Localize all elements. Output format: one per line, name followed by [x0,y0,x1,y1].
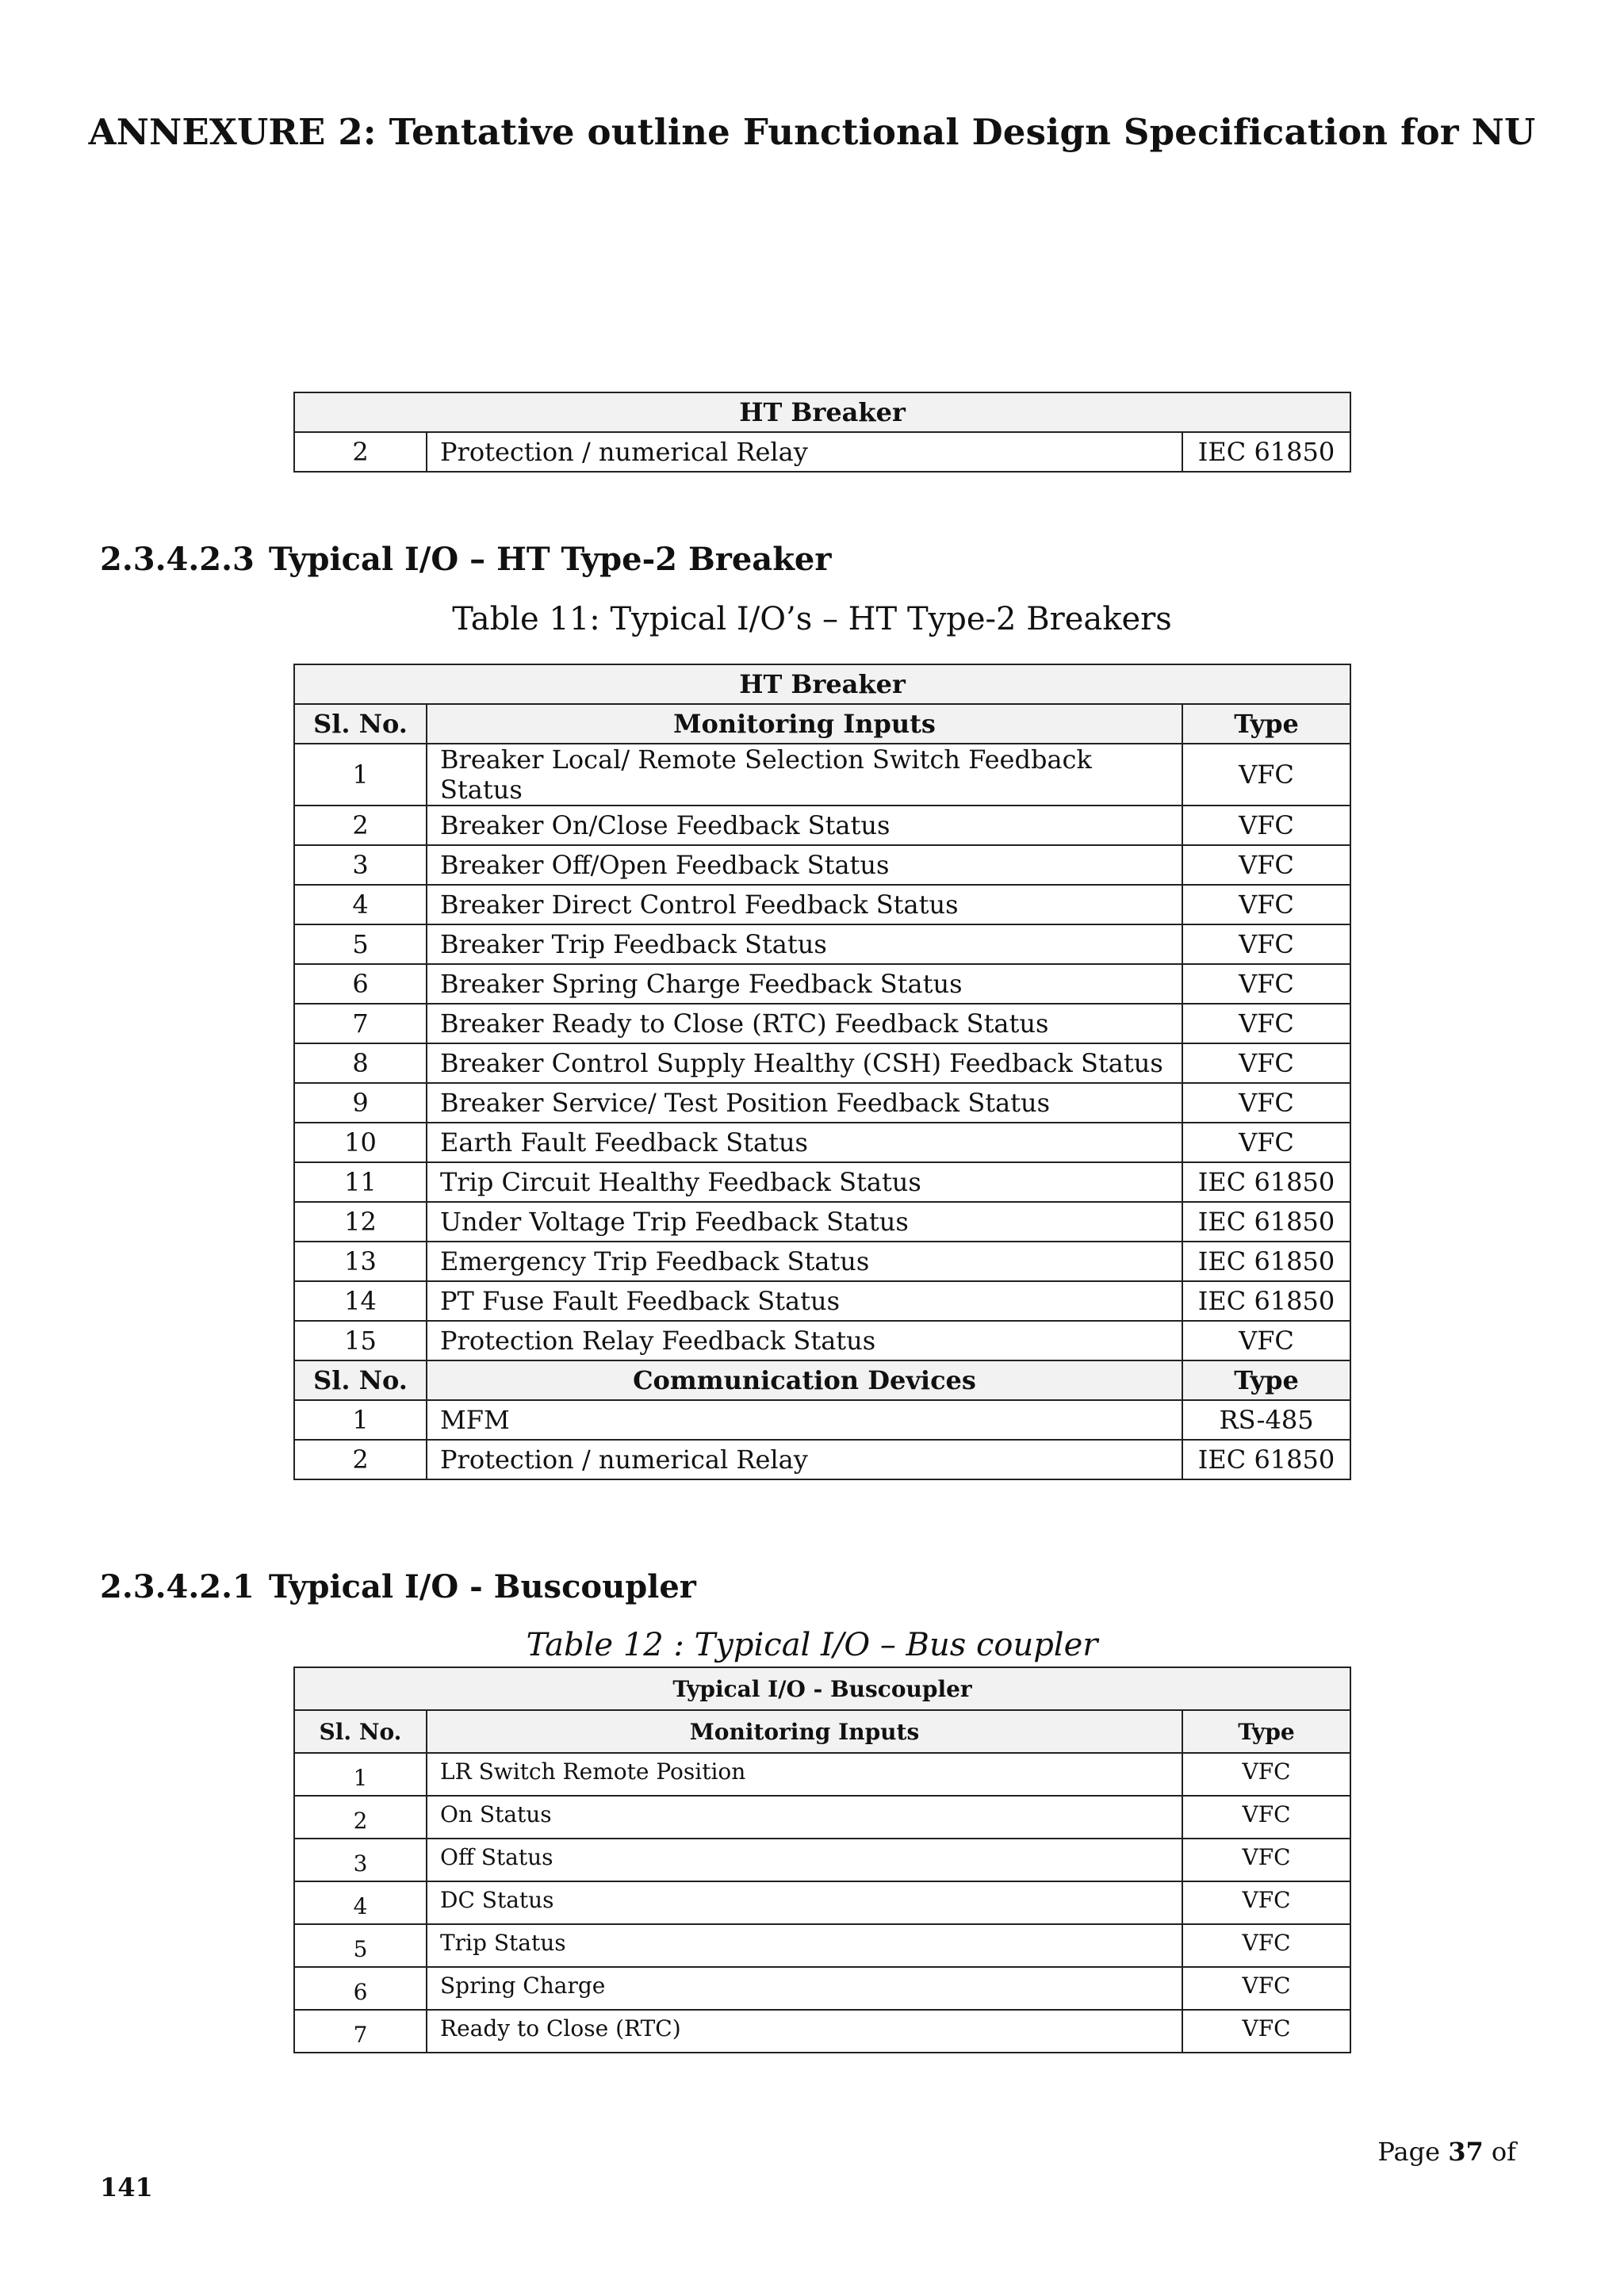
description-cell: Emergency Trip Feedback Status [427,1242,1182,1281]
sl-cell: 1 [294,744,427,806]
table-row [294,1123,1350,1162]
description-cell: Breaker Trip Feedback Status [427,924,1182,964]
table-row [294,1162,1350,1202]
type-cell: VFC [1182,964,1350,1004]
column-header-sl: Sl. No. [294,1710,427,1753]
type-cell: VFC [1182,1924,1350,1967]
section-title: Typical I/O - Buscoupler [268,1568,696,1605]
description-cell: Breaker Local/ Remote Selection Switch Feedback Status [427,744,1182,806]
table-row [294,1202,1350,1242]
type-cell: VFC [1182,1043,1350,1083]
table-row [294,1839,1350,1881]
section-number: 2.3.4.2.1 [100,1568,255,1605]
page-number-footer [1377,2137,1516,2167]
table-caption: Table 11: Typical I/O’s – HT Type-2 Breakers [452,601,1172,637]
sl-cell: 5 [294,924,427,964]
sl-cell: 1 [294,1753,427,1796]
sl-cell: 13 [294,1242,427,1281]
sl-cell: 7 [294,2010,427,2053]
table-row [294,432,1350,472]
sl-cell: 5 [294,1924,427,1967]
type-cell: IEC 61850 [1182,1242,1350,1281]
sl-cell: 14 [294,1281,427,1321]
sl-cell: 11 [294,1162,427,1202]
table-row [294,1043,1350,1083]
type-cell: VFC [1182,1839,1350,1881]
sl-cell: 1 [294,1400,427,1440]
column-header-type: Type [1182,1360,1350,1400]
table-row [294,1242,1350,1281]
sl-cell: 2 [294,1440,427,1479]
type-cell: IEC 61850 [1182,1202,1350,1242]
column-header-sl: Sl. No. [294,704,427,744]
type-cell: VFC [1182,744,1350,806]
table-row [294,964,1350,1004]
sl-cell: 2 [294,432,427,472]
table-row [294,1881,1350,1924]
type-cell: VFC [1182,1967,1350,2010]
sl-cell: 3 [294,845,427,885]
description-cell: Breaker Control Supply Healthy (CSH) Feedback Status [427,1043,1182,1083]
description-cell: PT Fuse Fault Feedback Status [427,1281,1182,1321]
column-header-communication: Communication Devices [427,1360,1182,1400]
type-cell: VFC [1182,1321,1350,1360]
sl-cell: 7 [294,1004,427,1043]
sl-cell: 15 [294,1321,427,1360]
description-cell: On Status [427,1796,1182,1839]
sl-cell: 9 [294,1083,427,1123]
continued-table [293,392,1351,473]
section-number: 2.3.4.2.3 [100,541,255,578]
sl-cell: 12 [294,1202,427,1242]
page-prefix: Page [1377,2137,1441,2167]
description-cell: Breaker Off/Open Feedback Status [427,845,1182,885]
table-row [294,1440,1350,1479]
table-row [294,2010,1350,2053]
description-cell: Breaker Spring Charge Feedback Status [427,964,1182,1004]
type-cell: VFC [1182,924,1350,964]
section-title: Typical I/O – HT Type-2 Breaker [268,541,832,578]
table-row [294,1083,1350,1123]
description-cell: MFM [427,1400,1182,1440]
section-heading [100,1568,696,1605]
page-suffix: of [1491,2137,1516,2167]
sl-cell: 3 [294,1839,427,1881]
description-cell: Spring Charge [427,1967,1182,2010]
type-cell: VFC [1182,885,1350,924]
table-row [294,1400,1350,1440]
description-cell: LR Switch Remote Position [427,1753,1182,1796]
type-cell: VFC [1182,806,1350,845]
description-cell: Breaker On/Close Feedback Status [427,806,1182,845]
section-heading [100,541,831,578]
type-cell: VFC [1182,1753,1350,1796]
table-row [294,845,1350,885]
table-row [294,1753,1350,1796]
description-cell: Earth Fault Feedback Status [427,1123,1182,1162]
table-row [294,744,1350,806]
column-header-type: Type [1182,704,1350,744]
page-title: ANNEXURE 2: Tentative outline Functional Design Specification for NU [88,111,1536,153]
description-cell: Trip Circuit Healthy Feedback Status [427,1162,1182,1202]
description-cell: Protection / numerical Relay [427,432,1182,472]
sl-cell: 8 [294,1043,427,1083]
table-row [294,885,1350,924]
sl-cell: 10 [294,1123,427,1162]
description-cell: Ready to Close (RTC) [427,2010,1182,2053]
column-header-monitoring: Monitoring Inputs [427,1710,1182,1753]
description-cell: Breaker Ready to Close (RTC) Feedback Status [427,1004,1182,1043]
column-header-monitoring: Monitoring Inputs [427,704,1182,744]
type-cell: VFC [1182,2010,1350,2053]
column-header-type: Type [1182,1710,1350,1753]
type-cell: VFC [1182,1004,1350,1043]
table-row [294,1004,1350,1043]
type-cell: IEC 61850 [1182,1281,1350,1321]
page-number: 37 [1448,2137,1484,2167]
column-header-sl: Sl. No. [294,1360,427,1400]
description-cell: Breaker Service/ Test Position Feedback Status [427,1083,1182,1123]
table-row [294,1796,1350,1839]
table-row [294,1967,1350,2010]
sl-cell: 4 [294,885,427,924]
description-cell: Under Voltage Trip Feedback Status [427,1202,1182,1242]
table-caption: Table 12 : Typical I/O – Bus coupler [526,1627,1098,1663]
sl-cell: 6 [294,964,427,1004]
type-cell: IEC 61850 [1182,1162,1350,1202]
type-cell: RS-485 [1182,1400,1350,1440]
description-cell: DC Status [427,1881,1182,1924]
table-header: HT Breaker [294,392,1350,432]
table-row [294,1281,1350,1321]
description-cell: Breaker Direct Control Feedback Status [427,885,1182,924]
type-cell: VFC [1182,1881,1350,1924]
table-header: Typical I/O - Buscoupler [294,1667,1350,1710]
description-cell: Protection Relay Feedback Status [427,1321,1182,1360]
table-row [294,1924,1350,1967]
table-row [294,806,1350,845]
sl-cell: 4 [294,1881,427,1924]
type-cell: VFC [1182,1083,1350,1123]
total-pages: 141 [100,2172,153,2202]
type-cell: IEC 61850 [1182,432,1350,472]
type-cell: IEC 61850 [1182,1440,1350,1479]
table-row [294,1321,1350,1360]
table-row [294,924,1350,964]
type-cell: VFC [1182,1796,1350,1839]
type-cell: VFC [1182,845,1350,885]
table-ht-type2-breaker [293,664,1351,1480]
description-cell: Protection / numerical Relay [427,1440,1182,1479]
table-header: HT Breaker [294,664,1350,704]
sl-cell: 6 [294,1967,427,2010]
description-cell: Trip Status [427,1924,1182,1967]
sl-cell: 2 [294,806,427,845]
sl-cell: 2 [294,1796,427,1839]
table-buscoupler [293,1667,1351,2053]
type-cell: VFC [1182,1123,1350,1162]
description-cell: Off Status [427,1839,1182,1881]
